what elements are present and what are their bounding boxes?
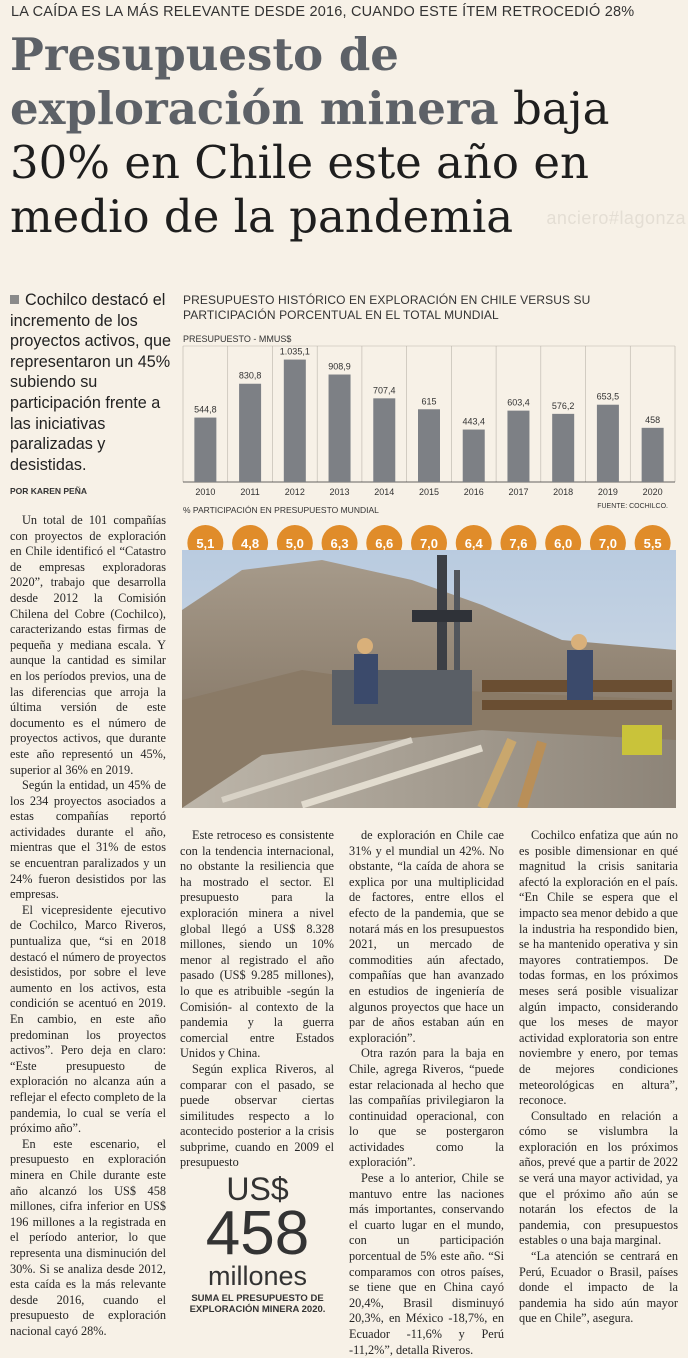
square-bullet-icon: [10, 295, 19, 304]
paragraph: Consultado en relación a cómo se vislumbra la exploración en los próximos años, prevé que a partir de 2022 se verá una mayor actividad, ya que el próximo año aún se notarán los efectos de la pandemia, con presupuestos estables o una baja marginal.: [519, 1108, 678, 1248]
body-column-2: [180, 828, 334, 1171]
paragraph: Otra razón para la baja en Chile, agrega Riveros, “puede estar relacionada al hecho que las compañías privilegiaron la continuidad operacional, con lo que se postergaron actividades como la exploración”.: [349, 1046, 504, 1170]
bar-2016: [463, 430, 485, 482]
bar-2010: [194, 418, 216, 482]
bar-value-label: 544,8: [194, 404, 217, 415]
share-value-label: 7,0: [598, 536, 617, 550]
body-column-1: [10, 513, 166, 1339]
share-value-label: 4,8: [241, 536, 260, 550]
share-value-label: 7,6: [509, 536, 528, 550]
big-figure-caption: SUMA EL PRESUPUESTO DE EXPLORACIÓN MINERA 2020.: [189, 1293, 326, 1315]
x-tick-label: 2020: [642, 487, 663, 497]
bar-2019: [597, 405, 619, 482]
x-tick-labels: [195, 487, 662, 497]
body-column-4: [519, 828, 678, 1327]
bar-value-label: 1.035,1: [279, 346, 310, 357]
x-tick-label: 2017: [508, 487, 529, 497]
bar-2020: [642, 428, 664, 482]
bar-value-label: 576,2: [551, 400, 575, 411]
bar-value-label: 615: [421, 396, 437, 407]
share-value-label: 5,0: [285, 536, 304, 550]
big-figure-unit: millones: [207, 1261, 308, 1291]
bar-2015: [418, 409, 440, 482]
share-value-label: 5,5: [643, 536, 662, 550]
share-value-label: 7,0: [419, 536, 439, 550]
bars: [194, 360, 663, 482]
x-tick-label: 2012: [284, 487, 305, 497]
x-tick-label: 2018: [553, 487, 574, 497]
paragraph: de exploración en Chile cae 31% y el mundial un 42%. No obstante, “la caída de ahora se explica por una multiplicidad de factores, entre ellos el efecto de la pandemia, que se notará más en los presupuestos 2021, un mercado de commodities aún afectado, compañías que han avanzado en estudios de ingeniería de algunos proyectos que hace un par de años estaban aún en exploración”.: [349, 828, 504, 1045]
paragraph: Un total de 101 compañías con proyectos de exploración en Chile identificó el “Catastro de empresas exploradoras 2020”, trabajo que desarrolla desde 2012 la Comisión Chilena del Cobre (Cochilco), caracterizando estas firmas de pequeña y mediana escala. Y aunque la cantidad es similar en los períodos previos, una de las diferencias que arroja la última versión de este documento es el número de proyectos activos, que durante este año representó un 45%, superior al 36% en 2019.: [10, 513, 166, 777]
paragraph: Pese a lo anterior, Chile se mantuvo entre las naciones más importantes, conservando el cuarto lugar en el mundo, con un participación porcentual de 5% este año. “Si comparamos con otros países, se tiene que en China cayó 20,4%, Brasil disminuyó 20,3%, en México -18,7%, en Ecuador -11,6% y Perú -11,2%”, detalla Riveros.: [349, 1171, 504, 1357]
bar-2018: [552, 414, 574, 482]
paragraph: “La atención se centrará en Perú, Ecuador o Brasil, países donde el impacto de la pandemia ha sido aún mayor que en Chile”, asegura.: [519, 1249, 678, 1326]
x-tick-label: 2015: [418, 487, 440, 497]
bar-2017: [507, 411, 529, 482]
share-value-label: 6,6: [375, 536, 394, 550]
bar-2014: [373, 398, 395, 482]
share-circles: [187, 525, 670, 550]
secondary-label: % PARTICIPACIÓN EN PRESUPUESTO MUNDIAL: [183, 505, 379, 515]
kicker: LA CAÍDA ES LA MÁS RELEVANTE DESDE 2016, CUANDO ESTE ÍTEM RETROCEDIÓ 28%: [11, 4, 635, 20]
share-value-label: 5,1: [196, 536, 215, 550]
bar-value-label: 603,4: [507, 397, 530, 408]
x-tick-label: 2014: [374, 487, 395, 497]
big-figure: [180, 1172, 335, 1315]
watermark: anciero#lagonza: [546, 208, 686, 228]
y-axis-label: PRESUPUESTO - MMUS$: [183, 334, 292, 344]
paragraph: Según la entidad, un 45% de los 234 proyectos asociados a estas compañías reportó actividades durante el año, mientras que el 31% de estos se encuentran paralizados y un 24% fueron desistidos por las empresas.: [10, 778, 166, 902]
x-tick-label: 2010: [195, 487, 216, 497]
chart-source: FUENTE: COCHILCO.: [597, 503, 668, 510]
share-value-label: 6,4: [464, 536, 483, 550]
headline-bold: Presupuesto de exploración minera: [10, 28, 499, 135]
headline-rest: baja 30% en Chile este año en medio de la pandemia: [10, 82, 610, 243]
bar-value-label: 443,4: [462, 416, 485, 427]
bar-value-label: 653,5: [596, 391, 620, 402]
bar-value-label: 908,9: [328, 361, 351, 372]
chart-title: PRESUPUESTO HISTÓRICO EN EXPLORACIÓN EN CHILE VERSUS SU PARTICIPACIÓN PORCENTUAL EN EL TOTAL MUNDIAL: [183, 293, 591, 322]
budget-chart: [181, 332, 677, 550]
bar-2013: [329, 375, 351, 482]
bar-value-label: 707,4: [373, 385, 396, 396]
x-tick-label: 2013: [329, 487, 350, 497]
byline: POR KAREN PEÑA: [10, 486, 87, 496]
x-tick-label: 2019: [597, 487, 618, 497]
big-figure-number: 458: [205, 1199, 310, 1268]
paragraph: Según explica Riveros, al comparar con el pasado, se puede observar ciertas similitudes respecto a lo acontecido posterior a la crisis subprime, cuando en 2009 el presupuesto: [180, 1061, 334, 1170]
paragraph: Cochilco enfatiza que aún no es posible dimensionar en qué magnitud la crisis sanitaria afectó la exploración en el país. “En Chile se espera que el impacto sea menor debido a que la industria ha respondido bien, se ha mantenido operativa y sin mayores contratiempos. De todas formas, en los próximos meses será posible visualizar algún impacto, considerando que los meses de mayor actividad exploratoria son entre noviembre y enero, por temas de mejores condiciones meteorológicas en altura”, reconoce.: [519, 828, 678, 1108]
bar-2012: [284, 360, 306, 482]
lead-paragraph: [10, 290, 172, 475]
bar-value-label: 830,8: [238, 370, 262, 381]
share-value-label: 6,3: [330, 536, 349, 550]
x-tick-label: 2011: [240, 487, 260, 497]
big-figure-currency: US$: [226, 1171, 289, 1207]
mining-photo: [182, 550, 676, 808]
bar-value-label: 458: [645, 414, 661, 425]
bar-2011: [239, 384, 261, 482]
paragraph: El vicepresidente ejecutivo de Cochilco, Marco Riveros, puntualiza que, “si en 2018 destacó el número de proyectos desistidos, por sobre el leve aumento en los activos, esta condición se acentuó en 2019. En cambio, en este año predominan los proyectos activos”. Pero deja en claro: “Este presupuesto de exploración no alcanza aún a reflejar el efecto completo de la pandemia, lo cual se vería el próximo año”.: [10, 902, 167, 1136]
x-tick-label: 2016: [463, 487, 484, 497]
paragraph: En este escenario, el presupuesto en exploración minera en Chile durante este año alcanzó los US$ 458 millones, cifra inferior en US$ 196 millones a la registrada en el período anterior, lo que representa una disminución del 30%. Si se analiza desde 2012, esta caída es la más relevante desde 2016, cuando el presupuesto de exploración nacional cayó 28%.: [10, 1136, 166, 1338]
lead-text: Cochilco destacó el incremento de los proyectos activos, que representaron un 45% subiendo su participación frente a las iniciativas paralizadas y desistidas.: [10, 291, 172, 474]
body-column-3: [349, 828, 504, 1358]
paragraph: Este retroceso es consistente con la tendencia internacional, no obstante la resiliencia que ha mostrado el sector. El presupuesto para la exploración minera a nivel global llegó a US$ 8.328 millones, siendo un 10% menor al registrado el año pasado (US$ 9.285 millones), lo que es atribuible -según la Comisión- al contexto de la pandemia y la guerra comercial entre Estados Unidos y China.: [180, 828, 334, 1061]
share-value-label: 6,0: [554, 536, 573, 550]
